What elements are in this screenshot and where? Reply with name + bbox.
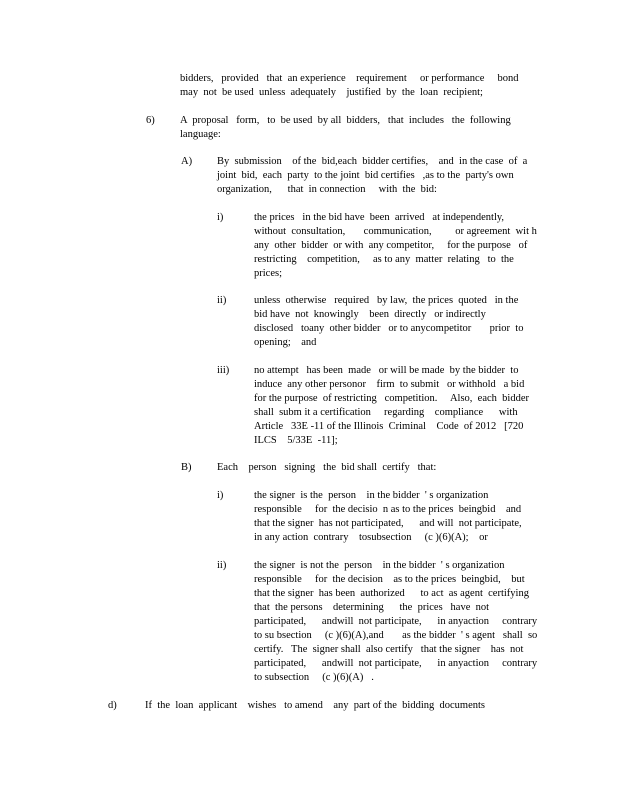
item-6A-marker: A) [181, 156, 193, 167]
item-6Bii-line-1: the signer is not the person in the bidder ' s organization [254, 560, 505, 571]
item-6B-marker: B) [181, 462, 192, 473]
item-6Bi-line-4: in any action contrary tosubsection (c )(6)(A); or [254, 532, 488, 543]
item-6Aiii-line-3: for the purpose of restricting competition. Also, each bidder [254, 393, 529, 404]
item-6Bi-marker: i) [217, 490, 224, 501]
item-6Bii-line-3: that the signer has been authorized to act as agent certifying [254, 588, 529, 599]
item-6Aiii-line-6: ILCS 5/33E -11]; [254, 435, 338, 446]
item-6Ai-line-3: any other bidder or with any competitor, for the purpose of [254, 240, 528, 251]
item-6-marker: 6) [146, 115, 155, 126]
item-6Bii-line-4: that the persons determining the prices have not [254, 602, 490, 613]
intro-line-2: may not be used unless adequately justified by the loan recipient; [180, 87, 483, 98]
item-6Ai-line-1: the prices in the bid have been arrived at independently, [254, 212, 505, 223]
item-6B-line-1: Each person signing the bid shall certify that: [217, 462, 437, 473]
item-6A-line-1: By submission of the bid,each bidder certifies, and in the case of a [217, 156, 528, 167]
item-6Ai-line-4: restricting competition, as to any matter relating to the [254, 254, 514, 265]
item-6Ai-line-5: prices; [254, 268, 282, 279]
item-6Aiii-line-1: no attempt has been made or will be made by the bidder to [254, 365, 519, 376]
item-6Bii-line-7: certify. The signer shall also certify that the signer has not [254, 644, 524, 655]
item-6Ai-marker: i) [217, 212, 224, 223]
item-6Bi-line-1: the signer is the person in the bidder ' s organization [254, 490, 489, 501]
item-6-line-2: language: [180, 129, 221, 140]
item-6Bii-line-8: participated, andwill not participate, in anyaction contrary [254, 658, 538, 669]
item-6Bii-line-2: responsible for the decision as to the prices beingbid, but [254, 574, 525, 585]
item-6Aii-line-3: disclosed toany other bidder or to anycompetitor prior to [254, 323, 524, 334]
item-6Aiii-line-4: shall subm it a certification regarding compliance with [254, 407, 518, 418]
item-6Aiii-marker: iii) [217, 365, 230, 376]
item-6Aii-line-4: opening; and [254, 337, 317, 348]
intro-line-1: bidders, provided that an experience requirement or performance bond [180, 73, 519, 84]
item-6Aiii-line-2: induce any other personor firm to submit or withhold a bid [254, 379, 525, 390]
item-6Aii-line-2: bid have not knowingly been directly or indirectly [254, 309, 486, 320]
item-6A-line-2: joint bid, each party to the joint bid certifies ,as to the party's own [217, 170, 514, 181]
item-6-line-1: A proposal form, to be used by all bidders, that includes the following [180, 115, 511, 126]
item-6A-line-3: organization, that in connection with the bid: [217, 184, 437, 195]
item-d-line-1: If the loan applicant wishes to amend any part of the bidding documents [145, 700, 486, 711]
item-6Bii-marker: ii) [217, 560, 227, 571]
item-6Bii-line-9: to subsection (c )(6)(A) . [254, 672, 374, 683]
item-6Bi-line-2: responsible for the decisio n as to the prices beingbid and [254, 504, 522, 515]
item-6Bii-line-5: participated, andwill not participate, in anyaction contrary [254, 616, 538, 627]
item-6Ai-line-2: without consultation, communication, or agreement wit h [254, 226, 537, 237]
item-6Aiii-line-5: Article 33E -11 of the Illinois Criminal Code of 2012 [720 [254, 421, 524, 432]
item-6Aii-line-1: unless otherwise required by law, the prices quoted in the [254, 295, 519, 306]
item-6Bii-line-6: to su bsection (c )(6)(A),and as the bidder ' s agent shall so [254, 630, 538, 641]
item-6Aii-marker: ii) [217, 295, 227, 306]
item-6Bi-line-3: that the signer has not participated, and will not participate, [254, 518, 522, 529]
item-d-marker: d) [108, 700, 117, 711]
